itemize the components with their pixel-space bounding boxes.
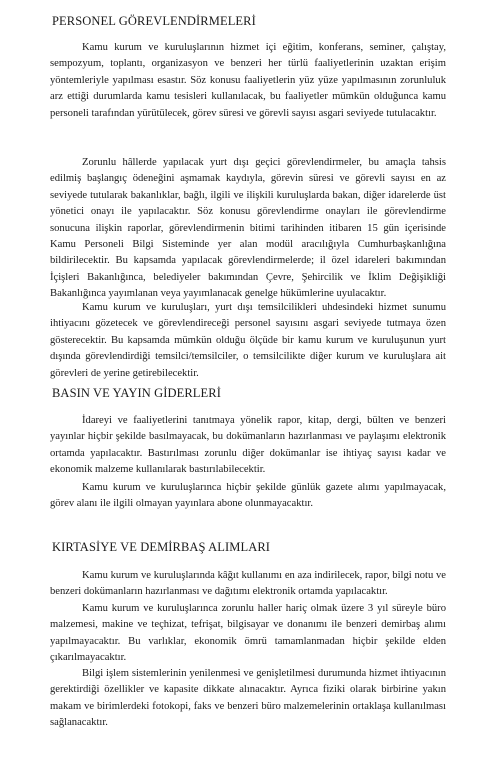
paragraph: Bilgi işlem sistemlerinin yenilenmesi ve genişletilmesi durumunda hizmet ihtiyacının gerektirdiği özellikler ve kapasite dikkate alınacaktır. Ayrıca fiziki olarak birbirine yakın makam ve birimlerdeki fotokopi, faks ve benzeri büro malzemelerinin ortaklaşa kullanılması sağlanacaktır. bbox=[50, 668, 446, 729]
section-heading-personel: PERSONEL GÖREVLENDİRMELERİ bbox=[52, 14, 256, 28]
paragraph: İdareyi ve faaliyetlerini tanıtmaya yönelik rapor, kitap, dergi, bülten ve benzeri yayınlar hiçbir şekilde basılmayacak, bu dokümanların hazırlanması ve paylaşımı elektronik ortamda yapılacaktır. Bastırılması zorunlu diğer dokümanlar ise ihtiyaç sayısı kadar ve ekonomik malzeme kullanılarak bastırılabilecektir. bbox=[50, 415, 446, 476]
paragraph: Kamu kurum ve kuruluşlarının hizmet içi eğitim, konferans, seminer, çalıştay, sempozyum, toplantı, organizasyon ve benzeri her türlü faaliyetlerinin uzaktan erişim yöntemleriyle yapılması esastır. Söz konusu faaliyetlerin yüz yüze yapılmasının zorunluluk arz ettiği durumlarda kamu tesisleri kullanılacak, bu faaliyetler mümkün olduğunca kamu personeli tarafından yürütülecek, görev süresi ve görevli sayısı asgari seviyede tutulacaktır. bbox=[50, 42, 446, 119]
paragraph: Kamu kurum ve kuruluşları, yurt dışı temsilcilikleri uhdesindeki hizmet sunumu ihtiyacını gözetecek ve görevlendireceği personel sayısını asgari seviyede tutmaya özen gösterecektir. Bu kapsamda mümkün olduğu ölçüde bir kamu kurum ve kuruluşunun yurt dışında görevlendirdiği temsilci/temsilciler, o temsilcilikte diğer kurum ve kuruluşlara ait görevleri de yerine getirebilecektir. bbox=[50, 302, 446, 379]
paragraph: Kamu kurum ve kuruluşlarında kâğıt kullanımı en aza indirilecek, rapor, bilgi notu ve benzeri dokümanların hazırlanması ve dağıtımı elektronik ortamda yapılacaktır. bbox=[50, 570, 446, 598]
paragraph: Zorunlu hâllerde yapılacak yurt dışı geçici görevlendirmeler, bu amaçla tahsis edilmiş başlangıç ödeneğini aşmamak kaydıyla, görevin süresi ve görevli sayısı en az seviyede tutularak bakanlıklar, bağlı, ilgili ve ilişkili kuruluşlarda bakan, diğer idarelerde üst yönetici onayı ile yapılacaktır. Söz konusu görevlendirme onayları ile görevlendirme sonucuna ilişkin raporlar, görevlendirmenin bitimi tarihinden itibaren 15 gün içerisinde Kamu Personeli Bilgi Sisteminde yer alan modül aracılığıyla Cumhurbaşkanlığına bildirilecektir. Bu kapsamda yapılacak görevlendirmelerde; il özel idareleri bakımından İçişleri Bakanlığınca, belediyeler bakımından Çevre, Şehircilik ve İklim Değişikliği Bakanlığınca yayımlanan veya yayımlanacak genelge hükümlerine uyulacaktır. bbox=[50, 157, 446, 300]
paragraph: Kamu kurum ve kuruluşlarınca hiçbir şekilde günlük gazete alımı yapılmayacak, görev alanı ile ilgili olmayan yayınlara abone olunmayacaktır. bbox=[50, 482, 446, 510]
paragraph: Kamu kurum ve kuruluşlarınca zorunlu haller hariç olmak üzere 3 yıl süreyle büro malzemesi, makine ve teçhizat, tefrişat, bilgisayar ve donanımı ile benzeri demirbaş alımı yapılmayacaktır. Bu varlıklar, ekonomik ömrü tamamlanmadan hiçbir şekilde elden çıkarılmayacaktır. bbox=[50, 603, 446, 664]
section-heading-basin: BASIN VE YAYIN GİDERLERİ bbox=[52, 386, 221, 400]
section-heading-kirtasiye: KIRTASİYE VE DEMİRBAŞ ALIMLARI bbox=[52, 540, 271, 554]
